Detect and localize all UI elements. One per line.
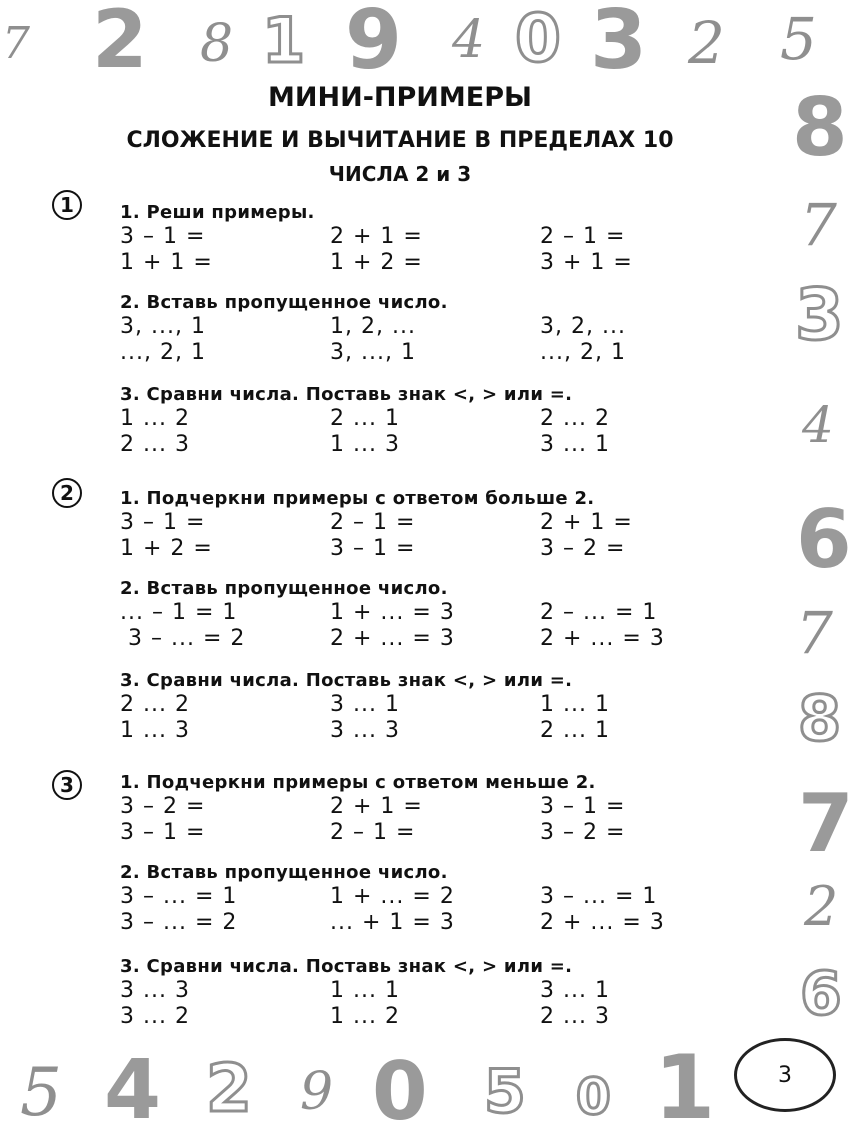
problem-item: 3 – 2 =: [540, 536, 626, 561]
problem-item: 3 ... 2: [120, 1004, 190, 1029]
problem-item: 1 + ... = 2: [330, 884, 455, 909]
problem-item: 1 ... 3: [330, 432, 400, 457]
task-heading: 2. Вставь пропущенное число.: [120, 292, 448, 313]
problem-item: 3, ..., 1: [120, 314, 206, 339]
problem-item: 2 – 1 =: [330, 820, 416, 845]
problem-item: 3 – 1 =: [120, 510, 206, 535]
problem-item: 1 + 2 =: [120, 536, 213, 561]
decor-digit: 3: [590, 0, 648, 88]
decor-digit: 1: [654, 1036, 716, 1139]
problem-item: 2 + 1 =: [540, 510, 633, 535]
decor-digit: 9: [300, 1062, 334, 1122]
decor-digit: 4: [452, 10, 486, 70]
exercise-number: 1: [52, 190, 82, 220]
problem-item: 1 ... 2: [330, 1004, 400, 1029]
problem-item: 1 + 2 =: [330, 250, 423, 275]
problem-item: 2 + ... = 3: [540, 910, 665, 935]
problem-item: 2 ... 1: [330, 406, 400, 431]
decor-digit: 2: [92, 0, 148, 86]
decor-digit: 2: [206, 1050, 252, 1127]
problem-item: 3 – ... = 2: [120, 626, 246, 651]
decor-digit: 1: [262, 4, 306, 77]
decor-digit: 7: [798, 777, 854, 870]
problem-item: 1 ... 1: [540, 692, 610, 717]
problem-item: 3 – 1 =: [540, 794, 626, 819]
decor-digit: 3: [795, 274, 844, 356]
problem-item: ..., 2, 1: [120, 340, 206, 365]
page-title: МИНИ-ПРИМЕРЫ: [268, 82, 532, 113]
numbers-heading: ЧИСЛА 2 и 3: [328, 162, 472, 186]
page-number: [734, 1038, 836, 1112]
decor-digit: 4: [802, 396, 834, 454]
exercise-number: 3: [52, 770, 82, 800]
problem-item: 3 ... 3: [330, 718, 400, 743]
problem-item: 1 ... 1: [330, 978, 400, 1003]
problem-item: ..., 2, 1: [540, 340, 626, 365]
problem-item: ... – 1 = 1: [120, 600, 238, 625]
section-subtitle: СЛОЖЕНИЕ И ВЫЧИТАНИЕ В ПРЕДЕЛАХ 10: [126, 128, 674, 153]
problem-item: ... + 1 = 3: [330, 910, 455, 935]
problem-item: 2 ... 3: [540, 1004, 610, 1029]
problem-item: 2 + 1 =: [330, 224, 423, 249]
problem-item: 1 + ... = 3: [330, 600, 455, 625]
decor-digit: 8: [200, 14, 234, 74]
task-heading: 3. Сравни числа. Поставь знак <, > или =.: [120, 956, 573, 977]
problem-item: 3 – 2 =: [120, 794, 206, 819]
exercise-number: 2: [52, 478, 82, 508]
problem-item: 3, ..., 1: [330, 340, 416, 365]
task-heading: 3. Сравни числа. Поставь знак <, > или =.: [120, 384, 573, 405]
decor-digit: 5: [20, 1054, 62, 1131]
problem-item: 2 – ... = 1: [540, 600, 658, 625]
problem-item: 2 – 1 =: [540, 224, 626, 249]
task-heading: 1. Подчеркни примеры с ответом меньше 2.: [120, 772, 596, 793]
problem-item: 2 ... 2: [540, 406, 610, 431]
problem-item: 3 ... 1: [330, 692, 400, 717]
decor-digit: 4: [104, 1043, 162, 1138]
problem-item: 3 ... 1: [540, 978, 610, 1003]
problem-item: 2 ... 3: [120, 432, 190, 457]
task-heading: 2. Вставь пропущенное число.: [120, 578, 448, 599]
problem-item: 2 + ... = 3: [540, 626, 665, 651]
decor-digit: 6: [800, 959, 842, 1029]
decor-digit: 5: [780, 5, 817, 73]
problem-item: 3 – ... = 1: [540, 884, 658, 909]
problem-item: 3 – ... = 2: [120, 910, 238, 935]
problem-item: 1 ... 3: [120, 718, 190, 743]
decor-digit: 7: [800, 191, 837, 259]
problem-item: 1, 2, ...: [330, 314, 416, 339]
problem-item: 3, 2, ...: [540, 314, 626, 339]
problem-item: 2 + 1 =: [330, 794, 423, 819]
decor-digit: 7: [2, 18, 30, 69]
decor-digit: 0: [576, 1068, 611, 1126]
decor-digit: 0: [372, 1045, 428, 1138]
problem-item: 1 ... 2: [120, 406, 190, 431]
problem-item: 3 – 2 =: [540, 820, 626, 845]
problem-item: 3 – ... = 1: [120, 884, 238, 909]
problem-item: 1 + 1 =: [120, 250, 213, 275]
problem-item: 3 + 1 =: [540, 250, 633, 275]
decor-digit: 2: [804, 875, 839, 938]
problem-item: 2 ... 1: [540, 718, 610, 743]
task-heading: 3. Сравни числа. Поставь знак <, > или =.: [120, 670, 573, 691]
task-heading: 2. Вставь пропущенное число.: [120, 862, 448, 883]
decor-digit: 8: [792, 81, 848, 174]
problem-item: 3 ... 3: [120, 978, 190, 1003]
decor-digit: 7: [796, 599, 833, 667]
problem-item: 2 – 1 =: [330, 510, 416, 535]
problem-item: 3 ... 1: [540, 432, 610, 457]
decor-digit: 0: [515, 0, 561, 77]
problem-item: 3 – 1 =: [120, 224, 206, 249]
decor-digit: 9: [345, 0, 403, 88]
problem-item: 3 – 1 =: [330, 536, 416, 561]
page-number-text: 3: [778, 1062, 792, 1088]
problem-item: 2 ... 2: [120, 692, 190, 717]
decor-digit: 2: [688, 9, 725, 77]
decor-digit: 6: [796, 493, 852, 586]
decor-digit: 5: [484, 1057, 526, 1127]
task-heading: 1. Подчеркни примеры с ответом больше 2.: [120, 488, 595, 509]
problem-item: 3 – 1 =: [120, 820, 206, 845]
task-heading: 1. Реши примеры.: [120, 202, 315, 223]
decor-digit: 8: [798, 682, 842, 755]
problem-item: 2 + ... = 3: [330, 626, 455, 651]
